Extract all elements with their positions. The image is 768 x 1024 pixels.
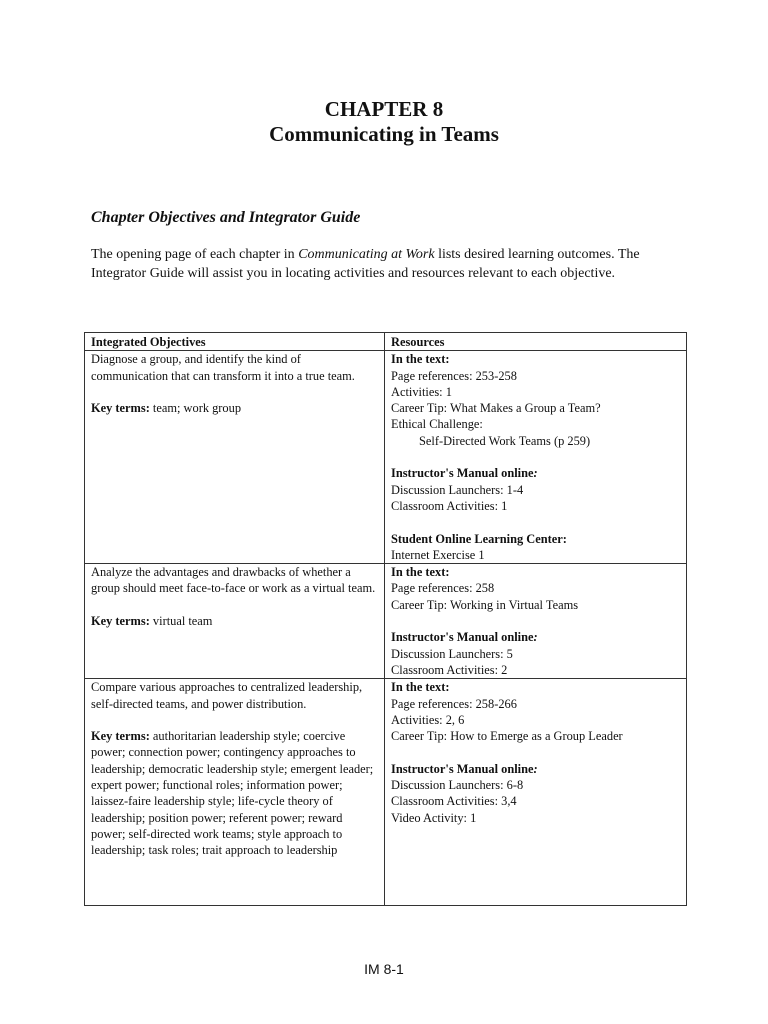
- resource-item: Career Tip: How to Emerge as a Group Leader: [391, 729, 623, 744]
- instructors-manual-heading: [391, 629, 680, 645]
- resources-cell: [385, 679, 687, 906]
- objective-cell: [85, 351, 385, 564]
- resource-item: Page references: 258-266: [391, 696, 517, 711]
- key-terms: [91, 728, 378, 858]
- key-terms: [91, 400, 378, 416]
- resources-cell: [385, 351, 687, 564]
- key-terms-label: Key terms:: [91, 614, 150, 629]
- resource-item: Page references: 258: [391, 581, 495, 596]
- student-olc-label: Student Online Learning Center:: [391, 531, 567, 546]
- instructors-manual-heading: [391, 465, 680, 481]
- table-row: [85, 679, 687, 906]
- objective-cell: [85, 564, 385, 679]
- instructors-manual-heading: [391, 761, 680, 777]
- instructors-manual-label: Instructor's Manual online: [391, 466, 534, 481]
- objective-text: Compare various approaches to centralized leadership, self-directed teams, and power distribution.: [91, 680, 363, 711]
- resource-item: Discussion Launchers: 1-4: [391, 482, 524, 497]
- table-row: [85, 351, 687, 564]
- key-terms-label: Key terms:: [91, 401, 150, 416]
- in-text-label: In the text:: [391, 352, 450, 367]
- objectives-column-header: Integrated Objectives: [85, 333, 385, 351]
- resource-item-indented: Self-Directed Work Teams (p 259): [419, 433, 591, 448]
- resource-item: Classroom Activities: 3,4: [391, 794, 517, 809]
- resource-item: Career Tip: What Makes a Group a Team?: [391, 401, 601, 416]
- resource-item: Video Activity: 1: [391, 810, 477, 825]
- table-header-row: [85, 333, 687, 351]
- book-title: Communicating at Work: [298, 247, 435, 262]
- integrator-guide-table: [84, 332, 687, 906]
- key-terms-label: Key terms:: [91, 729, 150, 744]
- resource-item: Classroom Activities: 1: [391, 498, 508, 513]
- resource-item: Career Tip: Working in Virtual Teams: [391, 597, 579, 612]
- objective-text: Diagnose a group, and identify the kind of communication that can transform it into a true team.: [91, 352, 355, 383]
- in-text-label: In the text:: [391, 680, 450, 695]
- resource-item: Activities: 2, 6: [391, 712, 465, 727]
- resource-item: Discussion Launchers: 5: [391, 646, 513, 661]
- intro-text-end: lists desired learning outcomes. The Integrator Guide will assist you in locating activities and resources relevant to each objective.: [91, 247, 640, 281]
- instructors-manual-label: Instructor's Manual online: [391, 630, 534, 645]
- resource-item: Discussion Launchers: 6-8: [391, 778, 524, 793]
- key-terms-list: team; work group: [149, 401, 242, 416]
- key-terms-list: authoritarian leadership style; coercive power; connection power; contingency approaches to leadership; democratic leadership style; emergent leader; expert power; functional roles; information power; laissez-faire leadership style; life-cycle theory of leadership; position power; referent power; reward power; self-directed work teams; style approach to leadership; task roles; trait approach to leadership: [91, 729, 374, 858]
- instructors-manual-label: Instructor's Manual online: [391, 761, 534, 776]
- section-heading: Chapter Objectives and Integrator Guide: [91, 209, 361, 226]
- key-terms: [91, 613, 378, 629]
- resources-column-header: Resources: [385, 333, 687, 351]
- resource-item: Activities: 1: [391, 384, 452, 399]
- resource-item: Classroom Activities: 2: [391, 662, 508, 677]
- resource-item: Page references: 253-258: [391, 368, 517, 383]
- chapter-number: CHAPTER 8: [324, 97, 444, 121]
- instructors-manual-colon: :: [533, 466, 538, 481]
- page-number: IM 8-1: [364, 961, 404, 977]
- instructors-manual-colon: :: [533, 630, 538, 645]
- resources-cell: [385, 564, 687, 679]
- table-row: [85, 564, 687, 679]
- instructors-manual-colon: :: [533, 761, 538, 776]
- chapter-title: Communicating in Teams: [269, 122, 499, 146]
- key-terms-list: virtual team: [149, 614, 213, 629]
- resource-item: Ethical Challenge:: [391, 417, 483, 432]
- intro-text-start: The opening page of each chapter in: [91, 247, 299, 262]
- objective-text: Analyze the advantages and drawbacks of whether a group should meet face-to-face or work as a virtual team.: [91, 565, 376, 596]
- objective-cell: [85, 679, 385, 906]
- intro-paragraph: [91, 246, 691, 283]
- resource-item: Internet Exercise 1: [391, 547, 485, 562]
- in-text-label: In the text:: [391, 565, 450, 580]
